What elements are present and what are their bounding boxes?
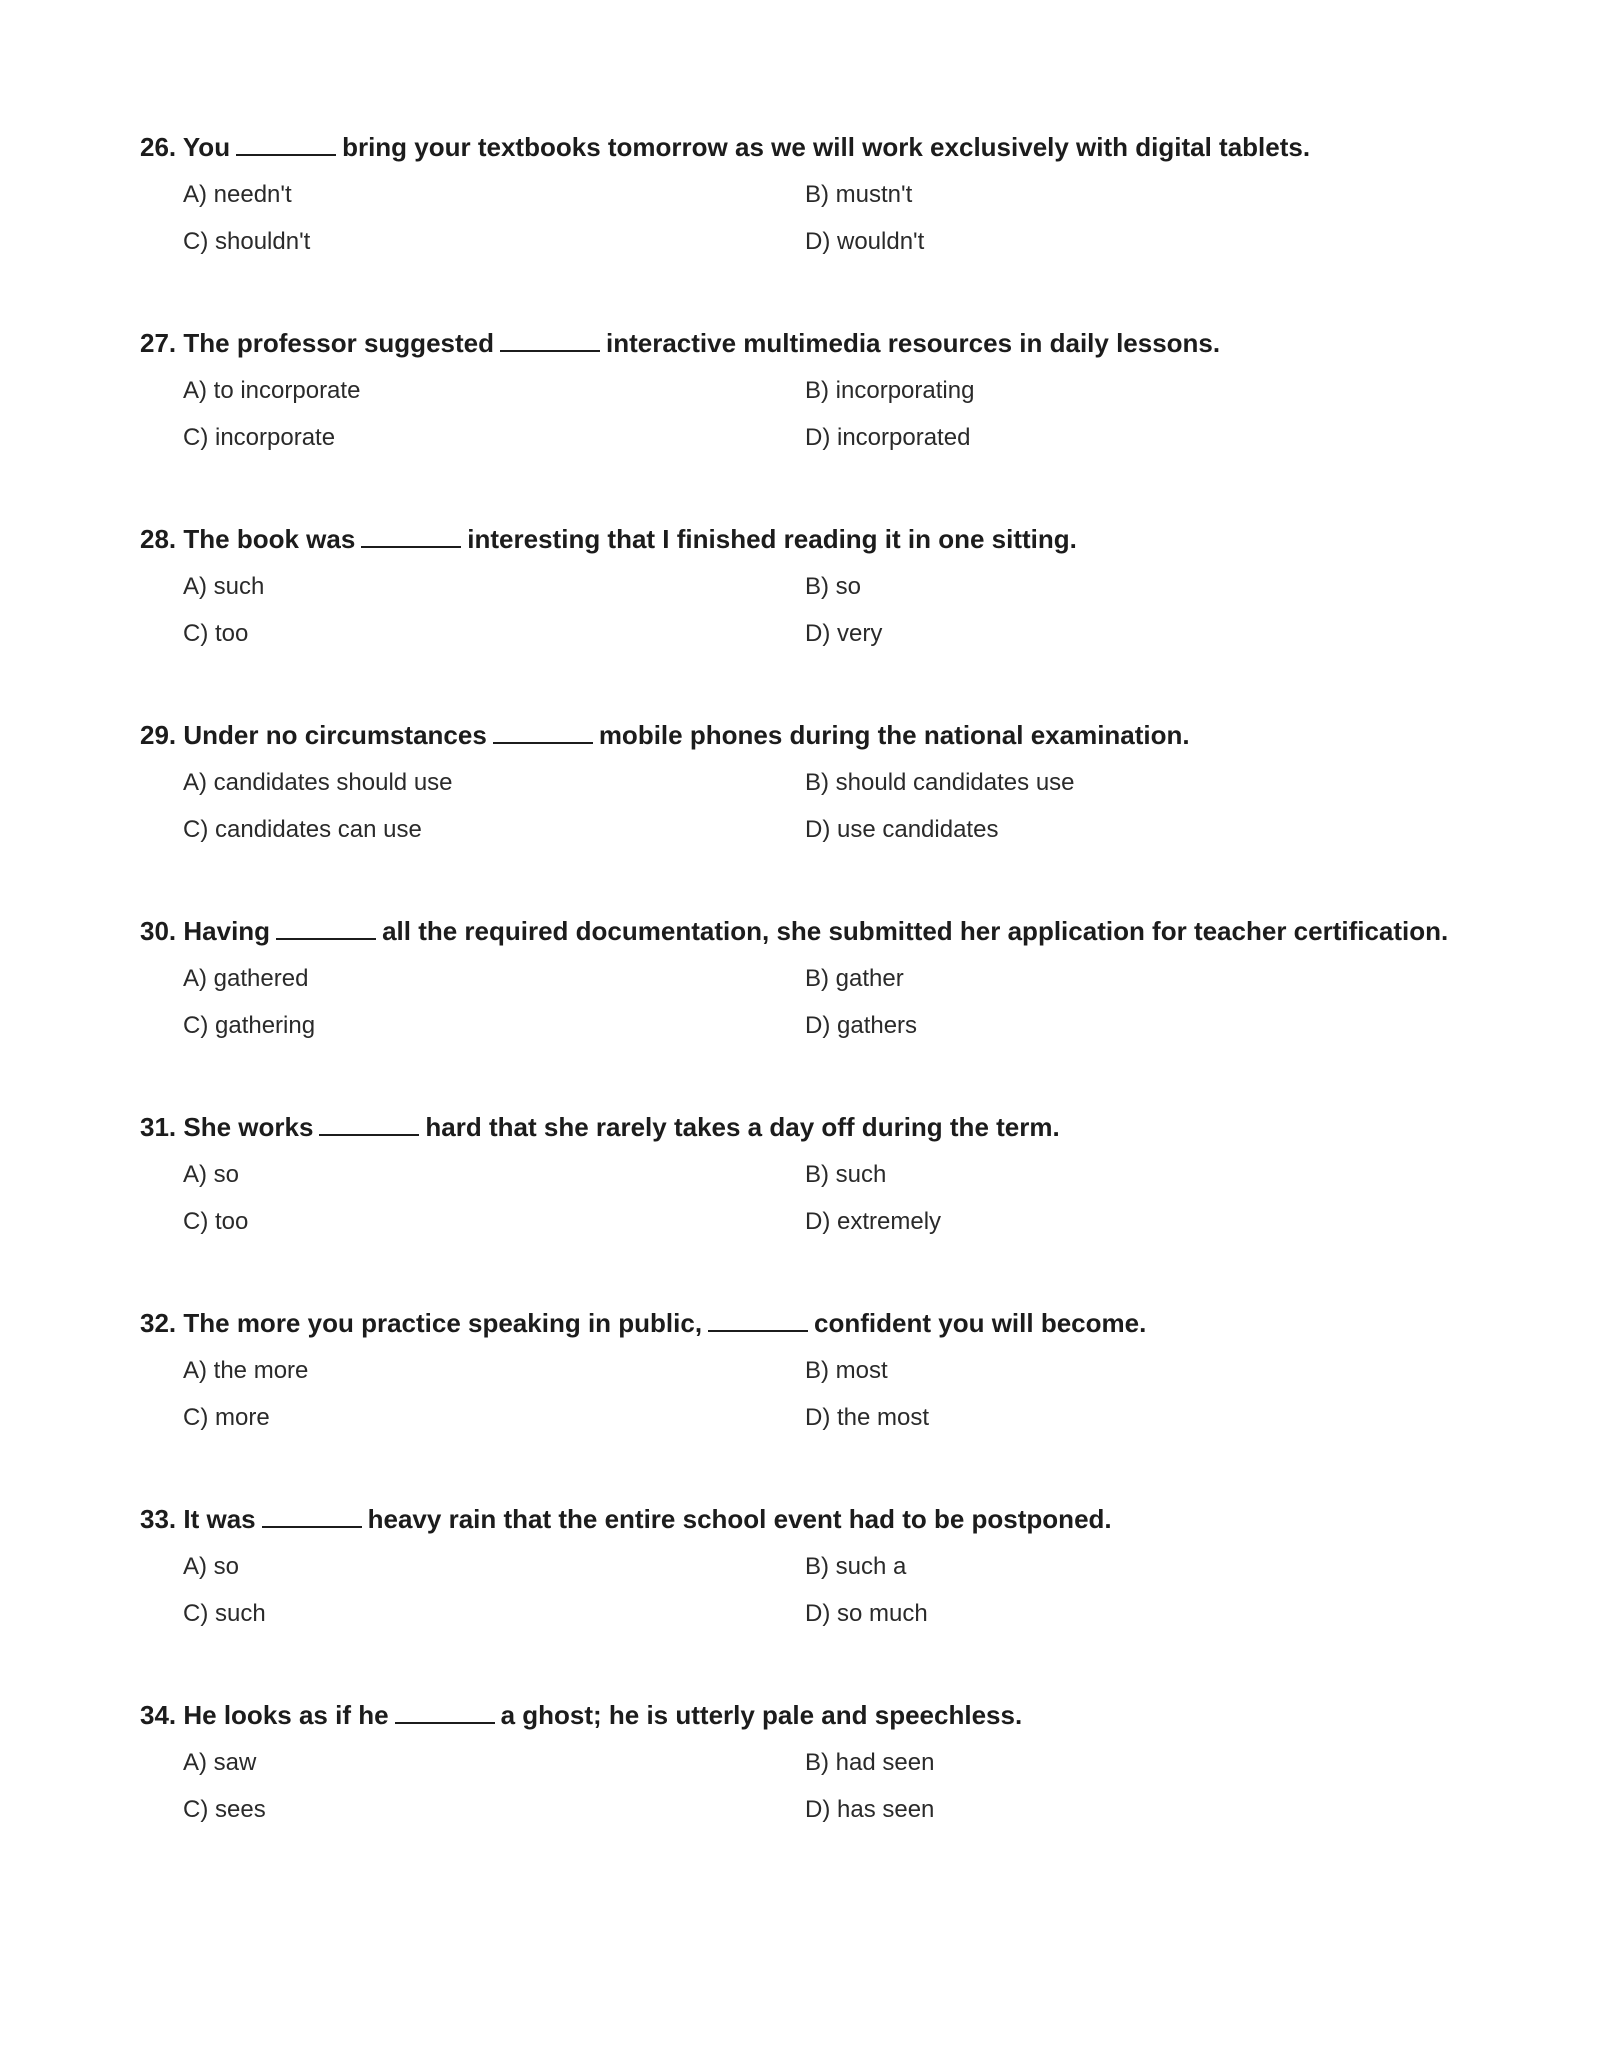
question-27 xyxy=(140,326,1540,486)
answer-blank xyxy=(395,1700,495,1724)
option-d: D) extremely xyxy=(805,1208,942,1235)
option-d: D) so much xyxy=(805,1600,928,1627)
option-a: A) so xyxy=(183,1161,240,1188)
answer-blank xyxy=(500,328,600,352)
option-a: A) candidates should use xyxy=(183,769,453,796)
question-26 xyxy=(140,130,1540,290)
option-b: B) mustn't xyxy=(805,181,913,208)
option-b: B) such a xyxy=(805,1553,907,1580)
option-a: A) needn't xyxy=(183,181,292,208)
question-stem xyxy=(140,1110,1060,1144)
stem-before: 28. The book was xyxy=(140,524,356,554)
stem-before: 29. Under no circumstances xyxy=(140,720,487,750)
question-28 xyxy=(140,522,1540,682)
question-stem xyxy=(140,718,1190,752)
question-32 xyxy=(140,1306,1540,1466)
option-d: D) incorporated xyxy=(805,424,971,451)
answer-blank xyxy=(493,720,593,744)
option-b: B) had seen xyxy=(805,1749,935,1776)
option-b: B) most xyxy=(805,1357,888,1384)
option-b: B) so xyxy=(805,573,862,600)
question-stem xyxy=(140,1502,1112,1536)
stem-after: all the required documentation, she submitted her application for teacher certification. xyxy=(382,916,1449,946)
option-c: C) more xyxy=(183,1404,270,1431)
option-b: B) should candidates use xyxy=(805,769,1075,796)
option-b: B) such xyxy=(805,1161,887,1188)
option-d: D) gathers xyxy=(805,1012,918,1039)
option-a: A) gathered xyxy=(183,965,309,992)
answer-blank xyxy=(262,1504,362,1528)
option-c: C) gathering xyxy=(183,1012,316,1039)
option-c: C) candidates can use xyxy=(183,816,422,843)
question-stem xyxy=(140,326,1220,360)
option-a: A) the more xyxy=(183,1357,309,1384)
option-c: C) sees xyxy=(183,1796,266,1823)
option-a: A) so xyxy=(183,1553,240,1580)
option-d: D) wouldn't xyxy=(805,228,925,255)
stem-before: 32. The more you practice speaking in public, xyxy=(140,1308,703,1338)
stem-before: 33. It was xyxy=(140,1504,256,1534)
answer-blank xyxy=(236,132,336,156)
answer-blank xyxy=(319,1112,419,1136)
stem-after: confident you will become. xyxy=(814,1308,1147,1338)
question-stem xyxy=(140,1306,1146,1340)
stem-before: 27. The professor suggested xyxy=(140,328,494,358)
option-c: C) shouldn't xyxy=(183,228,311,255)
option-d: D) the most xyxy=(805,1404,930,1431)
stem-after: interactive multimedia resources in daily lessons. xyxy=(605,328,1221,358)
stem-after: heavy rain that the entire school event had to be postponed. xyxy=(367,1504,1112,1534)
question-31 xyxy=(140,1110,1540,1270)
stem-before: 26. You xyxy=(140,132,231,162)
question-stem xyxy=(140,1698,1022,1732)
stem-after: hard that she rarely takes a day off during the term. xyxy=(425,1112,1060,1142)
option-b: B) gather xyxy=(805,965,904,992)
option-c: C) incorporate xyxy=(183,424,336,451)
stem-after: mobile phones during the national examination. xyxy=(598,720,1190,750)
option-d: D) has seen xyxy=(805,1796,935,1823)
option-c: C) too xyxy=(183,620,249,647)
option-a: A) saw xyxy=(183,1749,257,1776)
option-a: A) to incorporate xyxy=(183,377,361,404)
question-stem xyxy=(140,522,1077,556)
stem-after: a ghost; he is utterly pale and speechless. xyxy=(500,1700,1023,1730)
stem-after: bring your textbooks tomorrow as we will work exclusively with digital tablets. xyxy=(342,132,1311,162)
question-30 xyxy=(140,914,1540,1074)
question-34 xyxy=(140,1698,1540,1858)
question-33 xyxy=(140,1502,1540,1662)
option-c: C) such xyxy=(183,1600,266,1627)
stem-before: 34. He looks as if he xyxy=(140,1700,389,1730)
question-stem xyxy=(140,130,1310,164)
answer-blank xyxy=(276,916,376,940)
option-d: D) use candidates xyxy=(805,816,999,843)
option-d: D) very xyxy=(805,620,883,647)
stem-after: interesting that I finished reading it in one sitting. xyxy=(467,524,1077,554)
stem-before: 30. Having xyxy=(140,916,271,946)
question-29 xyxy=(140,718,1540,878)
option-a: A) such xyxy=(183,573,265,600)
stem-before: 31. She works xyxy=(140,1112,314,1142)
answer-blank xyxy=(361,524,461,548)
option-c: C) too xyxy=(183,1208,249,1235)
question-stem xyxy=(140,914,1448,948)
option-b: B) incorporating xyxy=(805,377,975,404)
answer-blank xyxy=(708,1308,808,1332)
